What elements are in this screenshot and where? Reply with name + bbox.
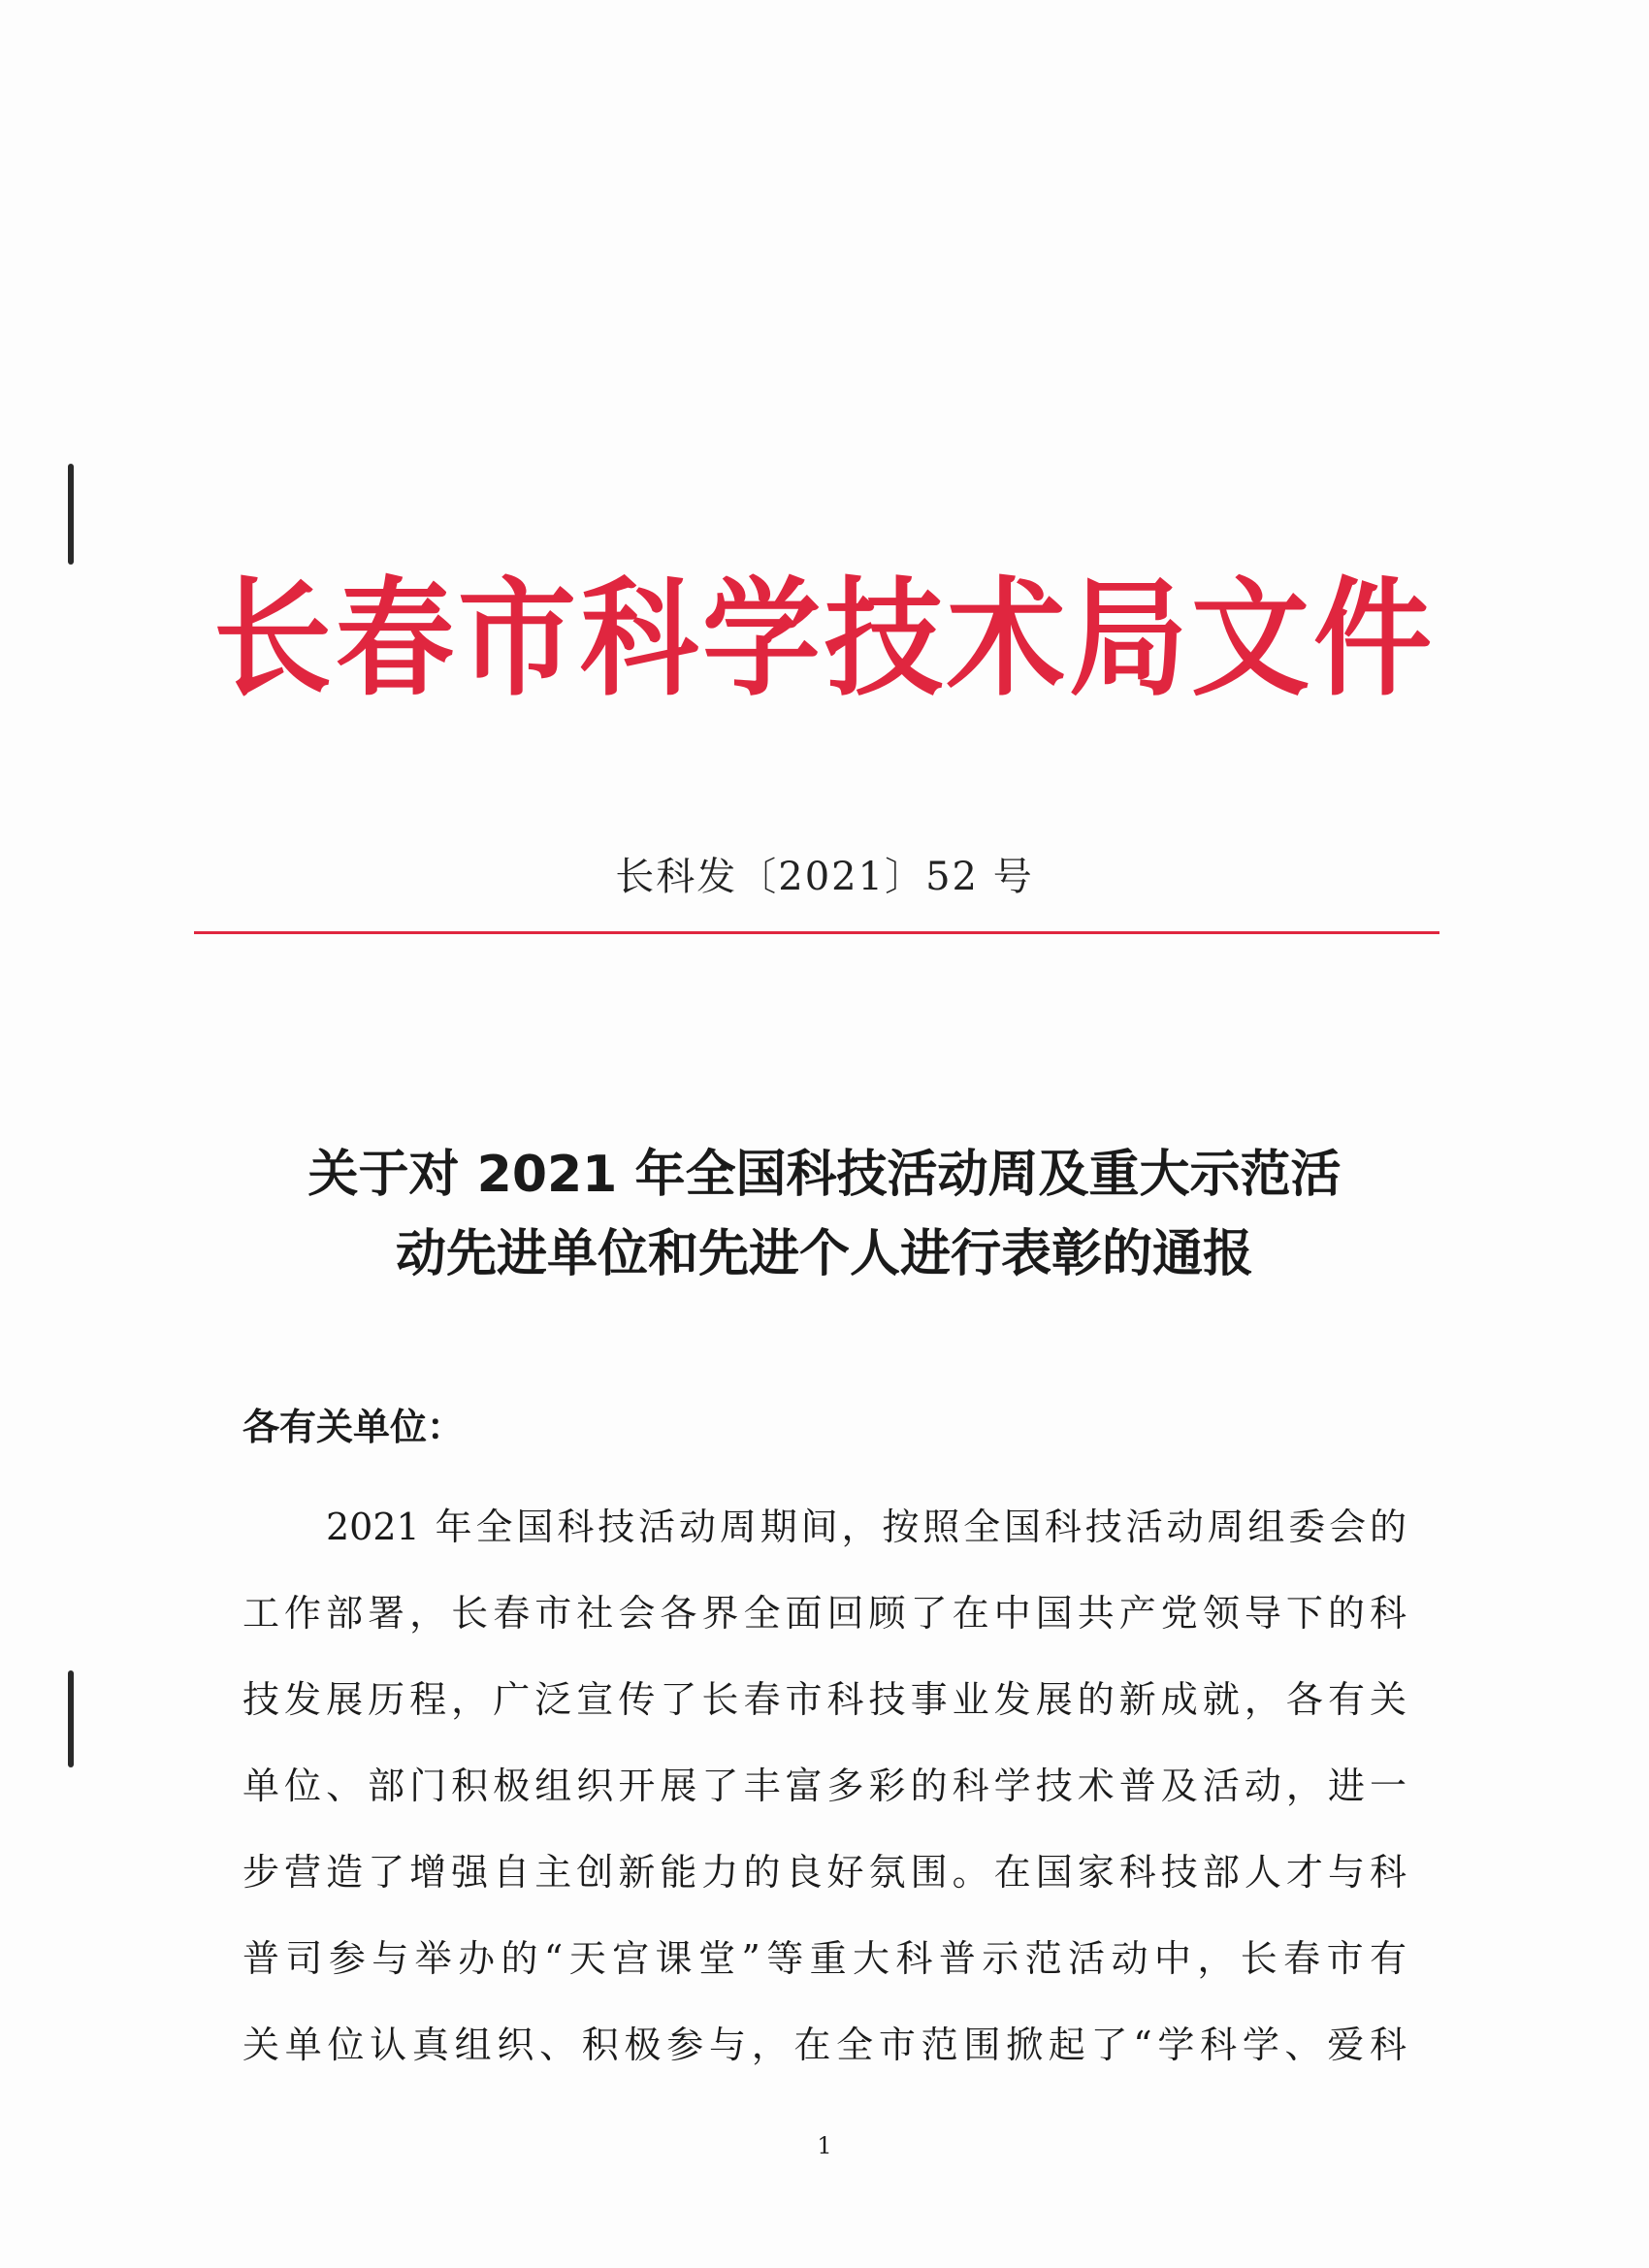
salutation: 各有关单位： (242, 1406, 465, 1448)
body-line: 工作部署，长春市社会各界全面回顾了在中国共产党领导下的科 (242, 1592, 1406, 1635)
document-issuer-header: 长春市科学技术局文件 (213, 565, 1436, 714)
document-number: 长科发〔2021〕52 号 (615, 855, 1034, 899)
title-line-1: 关于对 2021 年全国科技活动周及重大示范活 (307, 1146, 1342, 1204)
body-paragraph (242, 1484, 1406, 2089)
header-red-rule (194, 931, 1439, 934)
body-line: 关单位认真组织、积极参与，在全市范围掀起了“学科学、爱科 (242, 2024, 1406, 2066)
page-number: 1 (817, 2132, 832, 2159)
document-title (155, 1135, 1494, 1294)
body-line: 技发展历程，广泛宣传了长春市科技事业发展的新成就，各有关 (242, 1678, 1406, 1721)
body-line: 步营造了增强自主创新能力的良好氛围。在国家科技部人才与科 (242, 1851, 1406, 1894)
body-line: 单位、部门积极组织开展了丰富多彩的科学技术普及活动，进一 (242, 1765, 1406, 1807)
body-line: 普司参与举办的“天宫课堂”等重大科普示范活动中，长春市有 (242, 1937, 1406, 1980)
body-line: 2021 年全国科技活动周期间，按照全国科技活动周组委会的 (326, 1506, 1406, 1548)
binding-staple-bottom (68, 1670, 74, 1767)
title-line-2: 动先进单位和先进个人进行表彰的通报 (395, 1225, 1253, 1283)
